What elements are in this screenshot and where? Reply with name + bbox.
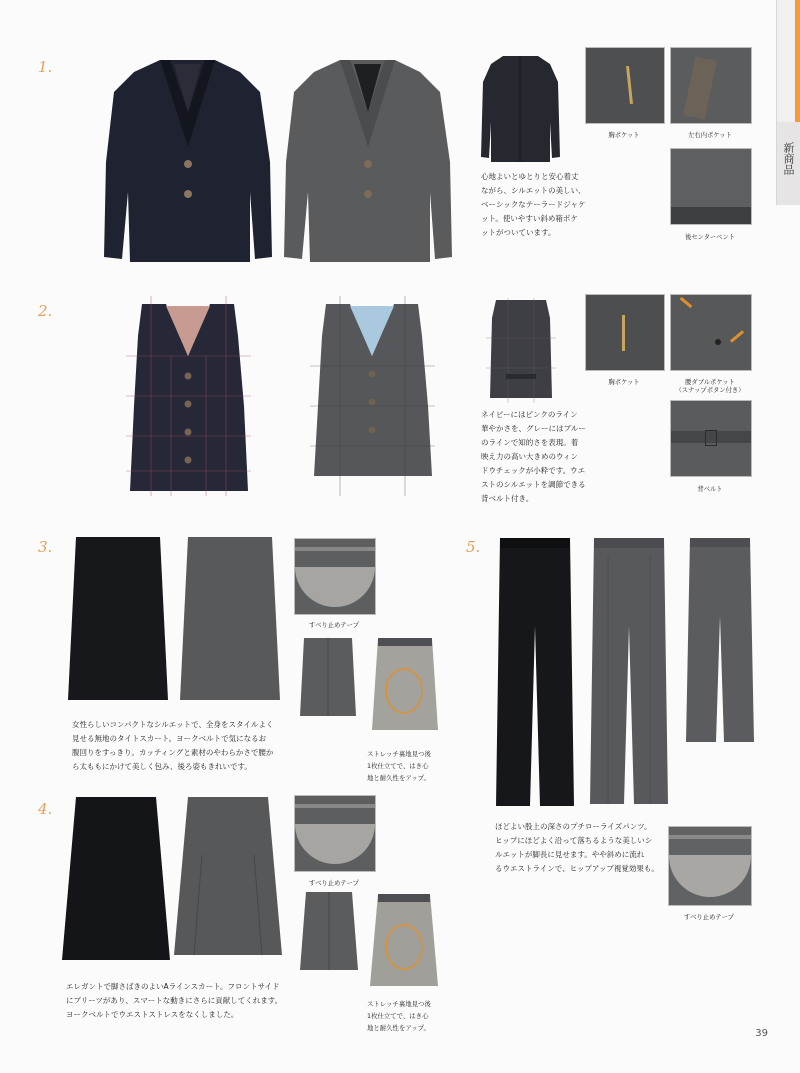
section-1-description: 心地よいとゆとりと安心着丈 ながら、シルエットの美しい、 ベーシックなテーラードジャケ ット。使いやすい斜め箱ポケ ットがついています。	[481, 172, 586, 237]
section-3-description: 女性らしいコンパクトなシルエットで、全身をスタイルよく 見せる無地のタイトスカート。ヨークベルトで気になるお 腹回りをすっきり。カッティングと素材のやわらかさで腰か ら太ももにかけて美しく包み、後ろ姿もきれいです。	[72, 720, 274, 771]
inner-pocket-photo	[670, 47, 752, 124]
tape-photo-3	[294, 538, 376, 615]
caption-chest-pocket-1: 胸ポケット	[608, 132, 640, 139]
skirt-aline-black-image	[60, 795, 172, 965]
skirt-back-gray-image	[298, 636, 358, 718]
vest-gray-image	[310, 296, 435, 496]
skirt-back-aline-image	[298, 890, 360, 972]
pants-back-image	[684, 536, 756, 746]
section-4-number: 4.	[38, 800, 53, 818]
section-2-description: ネイビーにはピンクのライン 華やかさを、グレーにはブルー のラインで知的さを表現。着 映え力の高い大きめのウィン ドウチェックが小粋です。ウエ ストのシルエットを調節できる 背ベルト付き。	[481, 410, 586, 503]
section-4-description: エレガントで脚さばきのよいAラインスカート。フロントサイド にプリーツがあり、スマートな動きにさらに貢献してくれます。 ヨークベルトでウエストストレスをなくしました。	[66, 982, 283, 1019]
caption-tape-5: すべり止めテープ	[684, 914, 734, 921]
section-1-number: 1.	[38, 58, 53, 76]
jacket-gray-image	[280, 52, 455, 267]
section-2-number: 2.	[38, 302, 53, 320]
side-tab-accent	[795, 0, 800, 122]
section-5-number: 5.	[466, 538, 481, 556]
skirt-lining-aline-image	[368, 892, 440, 988]
section-4-lining-caption: ストレッチ裏地見つ後 1枚仕立てで、はき心 地と耐久性をアップ。	[367, 1000, 431, 1032]
skirt-tight-gray-image	[176, 535, 284, 705]
jacket-back-image	[478, 52, 563, 167]
side-tab	[776, 0, 800, 205]
waist-pocket-photo	[670, 294, 752, 371]
skirt-tight-black-image	[64, 535, 172, 705]
section-5-description: ほどよい股上の深さのプチローライズパンツ。 ヒップにほどよく沿って落ちるような美しいシ ルエットが脚長に見せます。やや斜めに流れ るウエストラインで、ヒップアップ視覚効果も。	[495, 822, 659, 873]
vest-back-image	[486, 298, 556, 403]
tape-photo-5	[668, 826, 752, 906]
pants-gray-image	[588, 536, 670, 808]
section-3-number: 3.	[38, 538, 53, 556]
skirt-lining-image	[370, 636, 440, 732]
chest-pocket-photo-1	[585, 47, 665, 124]
caption-back-belt: 背ベルト	[697, 486, 723, 493]
section-3-lining-caption: ストレッチ裏地見つ後 1枚仕立てで、はき心 地と耐久性をアップ。	[367, 750, 431, 782]
pants-black-image	[494, 536, 576, 808]
back-belt-photo	[670, 400, 752, 477]
side-tab-label: 新商品	[782, 142, 795, 175]
caption-back-vent: 後センターベント	[684, 234, 736, 241]
caption-tape-4: すべり止めテープ	[309, 880, 359, 887]
caption-chest-pocket-2: 胸ポケット	[608, 379, 640, 386]
caption-inner-pocket: 左右内ポケット	[688, 132, 732, 139]
caption-waist-pocket: 腰ダブルポケット	[685, 379, 735, 386]
chest-pocket-photo-2	[585, 294, 665, 371]
jacket-navy-image	[100, 52, 275, 267]
back-vent-photo	[670, 148, 752, 225]
skirt-aline-gray-image	[172, 795, 284, 965]
caption-waist-pocket-sub: （スナップボタン付き）	[675, 387, 745, 394]
page-number: 39	[755, 1028, 768, 1039]
caption-tape-3: すべり止めテープ	[309, 622, 359, 629]
vest-navy-image	[126, 296, 251, 496]
tape-photo-4	[294, 795, 376, 872]
